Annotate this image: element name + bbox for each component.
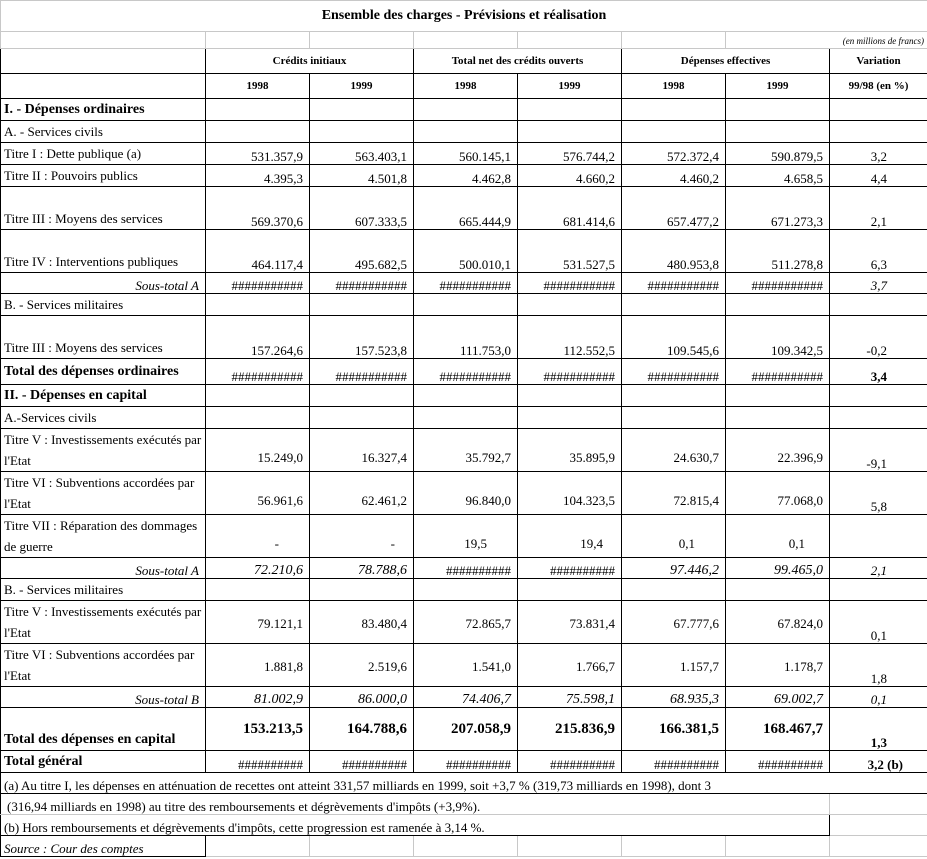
table-row: Titre I : Dette publique (a) 531.357,9 563.403,1 560.145,1 576.744,2 572.372,4 590.879,5 3,2 <box>1 143 927 165</box>
subsection-heading: B. - Services militaires <box>1 579 206 601</box>
subsection-heading: B. - Services militaires <box>1 294 206 316</box>
year-header: 1999 <box>518 74 622 99</box>
section-heading: I. - Dépenses ordinaires <box>1 99 206 121</box>
variation-sub-header: 99/98 (en %) <box>830 74 927 99</box>
subtotal-row: Sous-total B 81.002,9 86.000,0 74.406,7 75.598,1 68.935,3 69.002,7 0,1 <box>1 687 927 708</box>
year-header: 1998 <box>206 74 310 99</box>
section-heading: II. - Dépenses en capital <box>1 385 206 407</box>
table-row: Titre VII : Réparation des dommages de guerre - - 19,5 19,4 0,1 0,1 <box>1 515 927 558</box>
table-row: Titre III : Moyens des services 569.370,6 607.333,5 665.444,9 681.414,6 657.477,2 671.273,3 2,1 <box>1 187 927 230</box>
subtotal-row: Sous-total A 72.210,6 78.788,6 ########## ########## 97.446,2 99.465,0 2,1 <box>1 558 927 579</box>
unit-note: (en millions de francs) <box>726 32 927 49</box>
header-credits-initiaux: Crédits initiaux <box>206 49 414 74</box>
subtotal-row: Sous-total A ########### ########### ########### ########### ########### ########### 3,7 <box>1 273 927 294</box>
total-row: Total des dépenses ordinaires ########### ########### ########### ########### ########### ########### 3,4 <box>1 359 927 385</box>
table-row: Titre IV : Interventions publiques 464.117,4 495.682,5 500.010,1 531.527,5 480.953,8 511.278,8 6,3 <box>1 230 927 273</box>
table-row: Titre III : Moyens des services 157.264,6 157.523,8 111.753,0 112.552,5 109.545,6 109.342,5 -0,2 <box>1 316 927 359</box>
year-header: 1998 <box>414 74 518 99</box>
year-header: 1999 <box>310 74 414 99</box>
table-title: Ensemble des charges - Prévisions et réalisation <box>1 1 927 32</box>
year-header: 1999 <box>726 74 830 99</box>
footnote-a-line2: (316,94 milliards en 1998) au titre des remboursements et dégrèvements d'impôts (+3,9%). <box>1 794 830 815</box>
table-row: Titre VI : Subventions accordées par l'Etat 56.961,6 62.461,2 96.840,0 104.323,5 72.815,4 77.068,0 5,8 <box>1 472 927 515</box>
source-note: Source : Cour des comptes <box>1 836 206 857</box>
header-depenses-effectives: Dépenses effectives <box>622 49 830 74</box>
total-row: Total des dépenses en capital 153.213,5 164.788,6 207.058,9 215.836,9 166.381,5 168.467,7 1,3 <box>1 708 927 751</box>
subsection-heading: A. - Services civils <box>1 121 206 143</box>
footnote-a-line1: (a) Au titre I, les dépenses en atténuation de recettes ont atteint 331,57 milliards en 1999, soit +3,7 % (319,73 milliards en 1998), dont 3 <box>1 773 927 794</box>
header-variation: Variation <box>830 49 927 74</box>
total-row: Total général ########## ########## ########## ########## ########## ########## 3,2 (b) <box>1 751 927 773</box>
table-row: Titre V : Investissements exécutés par l'Etat 15.249,0 16.327,4 35.792,7 35.895,9 24.630,7 22.396,9 -9,1 <box>1 429 927 472</box>
table-row: Titre VI : Subventions accordées par l'Etat 1.881,8 2.519,6 1.541,0 1.766,7 1.157,7 1.178,7 1,8 <box>1 644 927 687</box>
year-header: 1998 <box>622 74 726 99</box>
table-row: Titre II : Pouvoirs publics 4.395,3 4.501,8 4.462,8 4.660,2 4.460,2 4.658,5 4,4 <box>1 165 927 187</box>
header-total-net: Total net des crédits ouverts <box>414 49 622 74</box>
table-row: Titre V : Investissements exécutés par l'Etat 79.121,1 83.480,4 72.865,7 73.831,4 67.777,6 67.824,0 0,1 <box>1 601 927 644</box>
footnote-b: (b) Hors remboursements et dégrèvements d'impôts, cette progression est ramenée à 3,14 %. <box>1 815 830 836</box>
subsection-heading: A.-Services civils <box>1 407 206 429</box>
